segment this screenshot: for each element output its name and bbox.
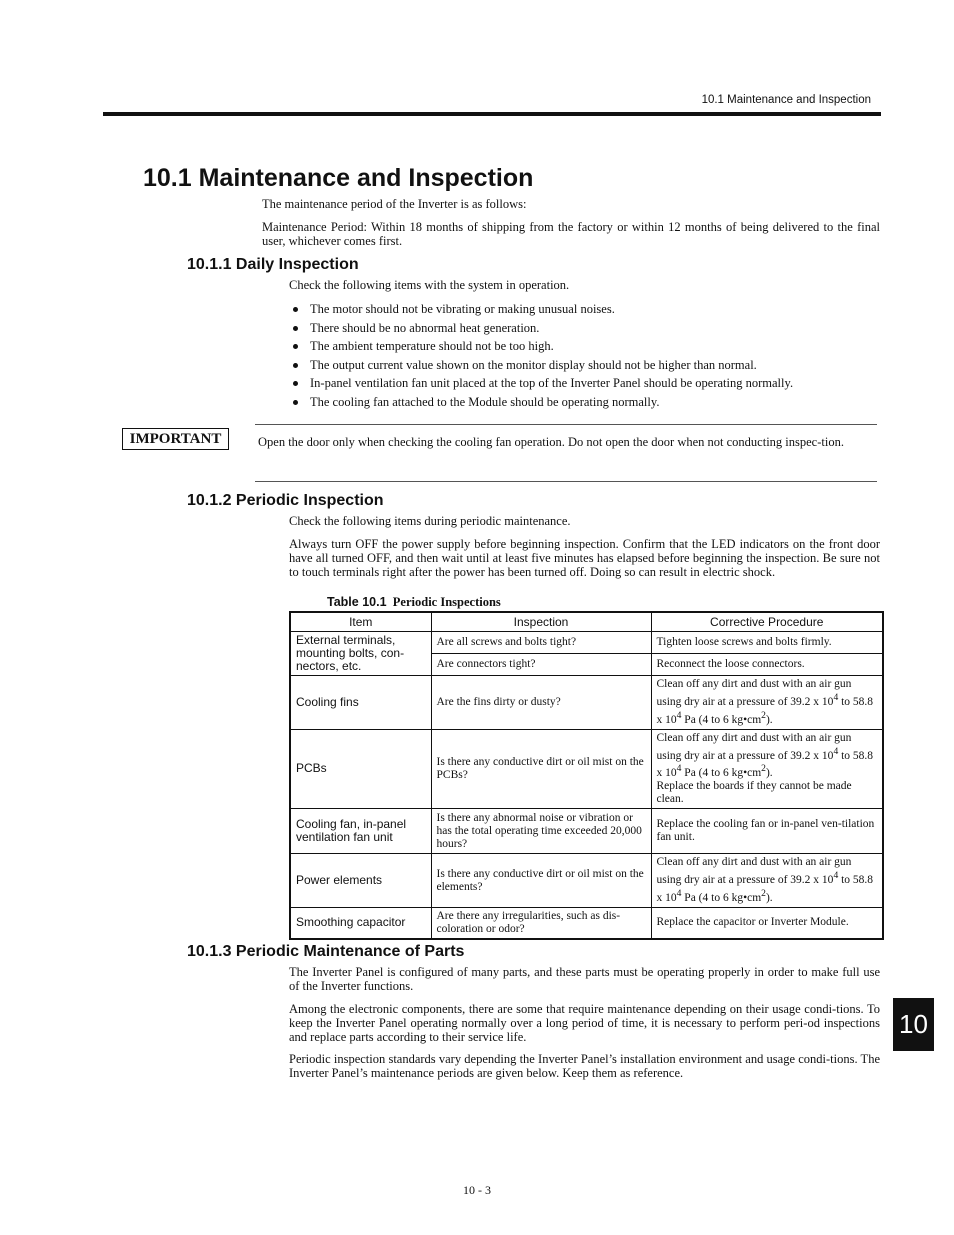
- column-header-item: Item: [290, 612, 431, 632]
- periodic-intro: Check the following items during periodic maintenance.: [289, 514, 571, 528]
- item-cell: Smoothing capacitor: [290, 907, 431, 939]
- periodic-inspections-table: [289, 611, 884, 940]
- column-header-inspection: Inspection: [431, 612, 651, 632]
- table-row: [290, 854, 883, 908]
- inspection-cell: Is there any conductive dirt or oil mist on the elements?: [431, 854, 651, 908]
- list-item: There should be no abnormal heat generation.: [292, 321, 793, 340]
- inspection-cell: Are all screws and bolts tight?: [431, 632, 651, 654]
- important-text: Open the door only when checking the cooling fan operation. Do not open the door when not conducting inspec-tion.: [258, 435, 844, 449]
- list-item: In-panel ventilation fan unit placed at the top of the Inverter Panel should be operating normally.: [292, 376, 793, 395]
- column-header-procedure: Corrective Procedure: [651, 612, 883, 632]
- table-caption: [327, 595, 501, 610]
- table-row: [290, 907, 883, 939]
- list-item: The motor should not be vibrating or making unusual noises.: [292, 302, 793, 321]
- section-intro: The maintenance period of the Inverter is as follows:: [262, 197, 527, 211]
- procedure-cell: Reconnect the loose connectors.: [651, 654, 883, 676]
- list-item: The cooling fan attached to the Module should be operating normally.: [292, 395, 793, 414]
- inspection-cell: Are connectors tight?: [431, 654, 651, 676]
- item-cell: Cooling fan, in-panel ventilation fan unit: [290, 809, 431, 854]
- table-row: [290, 809, 883, 854]
- item-cell: Cooling fins: [290, 676, 431, 730]
- table-header-row: [290, 612, 883, 632]
- procedure-cell: Replace the capacitor or Inverter Module.: [651, 907, 883, 939]
- table-row: [290, 632, 883, 654]
- list-item: The output current value shown on the monitor display should not be higher than normal.: [292, 358, 793, 377]
- power-off-warning: Always turn OFF the power supply before beginning inspection. Confirm that the LED indicators on the front door have all turned OFF, and then wait until at least five minutes has elapsed before beginning the inspection. Be sure not to touch terminals right after the power has been turned off. Doing so can result in electric shock.: [289, 537, 880, 579]
- procedure-cell: Clean off any dirt and dust with an air gun using dry air at a pressure of 39.2 x $10^4$ to 58.8 x $10^4$ Pa (4 to 6 $kg•cm^2$).: [651, 676, 883, 730]
- bullet-icon: [293, 307, 298, 312]
- important-label: IMPORTANT: [122, 428, 229, 450]
- bullet-icon: [293, 326, 298, 331]
- daily-inspection-heading: 10.1.1 Daily Inspection: [187, 256, 359, 273]
- parts-paragraph-3: Periodic inspection standards vary depending the Inverter Panel’s installation environment and usage condi-tions. The Inverter Panel’s maintenance periods are given below. Keep them as reference.: [289, 1052, 880, 1080]
- table-caption-label: Table 10.1: [327, 595, 387, 609]
- bullet-icon: [293, 344, 298, 349]
- page-number: 10 - 3: [463, 1183, 491, 1197]
- procedure-cell: Clean off any dirt and dust with an air gun using dry air at a pressure of 39.2 x $10^4$ to 58.8 x $10^4$ Pa (4 to 6 $kg•cm^2$).: [651, 854, 883, 908]
- parts-maintenance-heading: 10.1.3 Periodic Maintenance of Parts: [187, 943, 465, 960]
- maintenance-period: Maintenance Period: Within 18 months of shipping from the factory or within 12 months of being delivered to the final user, whichever comes first.: [262, 220, 880, 248]
- bullet-icon: [293, 381, 298, 386]
- item-cell: Power elements: [290, 854, 431, 908]
- procedure-cell: Replace the cooling fan or in-panel ven-tilation fan unit.: [651, 809, 883, 854]
- inspection-cell: Is there any abnormal noise or vibration or has the total operating time exceeded 20,000 hours?: [431, 809, 651, 854]
- daily-checklist: [292, 302, 793, 414]
- important-bottom-rule: [255, 481, 877, 482]
- procedure-cell: Tighten loose screws and bolts firmly.: [651, 632, 883, 654]
- table-caption-title: Periodic Inspections: [392, 595, 501, 609]
- periodic-inspection-heading: 10.1.2 Periodic Inspection: [187, 492, 384, 509]
- table-row: [290, 729, 883, 809]
- section-title: 10.1 Maintenance and Inspection: [143, 164, 534, 192]
- inspection-cell: Is there any conductive dirt or oil mist on the PCBs?: [431, 729, 651, 809]
- table-row: [290, 676, 883, 730]
- bullet-icon: [293, 400, 298, 405]
- header-rule: [103, 112, 881, 116]
- item-cell: PCBs: [290, 729, 431, 809]
- running-header: 10.1 Maintenance and Inspection: [701, 94, 871, 106]
- item-cell: External terminals, mounting bolts, con-nectors, etc.: [290, 632, 431, 676]
- parts-paragraph-2: Among the electronic components, there are some that require maintenance depending on their usage condi-tions. To keep the Inverter Panel operating normally over a long period of time, it is necessary to perform peri-od inspections and replace parts according to their service life.: [289, 1002, 880, 1044]
- procedure-cell: Clean off any dirt and dust with an air gun using dry air at a pressure of 39.2 x $10^4$ to 58.8 x $10^4$ Pa (4 to 6 $kg•cm^2$). Replace the boards if they cannot be made clean.: [651, 729, 883, 809]
- inspection-cell: Are the fins dirty or dusty?: [431, 676, 651, 730]
- parts-paragraph-1: The Inverter Panel is configured of many parts, and these parts must be operating properly in order to make full use of the Inverter functions.: [289, 965, 880, 993]
- bullet-icon: [293, 363, 298, 368]
- inspection-cell: Are there any irregularities, such as dis-coloration or odor?: [431, 907, 651, 939]
- list-item: The ambient temperature should not be too high.: [292, 339, 793, 358]
- daily-intro: Check the following items with the system in operation.: [289, 278, 570, 292]
- chapter-tab: 10: [893, 998, 934, 1051]
- important-top-rule: [255, 424, 877, 425]
